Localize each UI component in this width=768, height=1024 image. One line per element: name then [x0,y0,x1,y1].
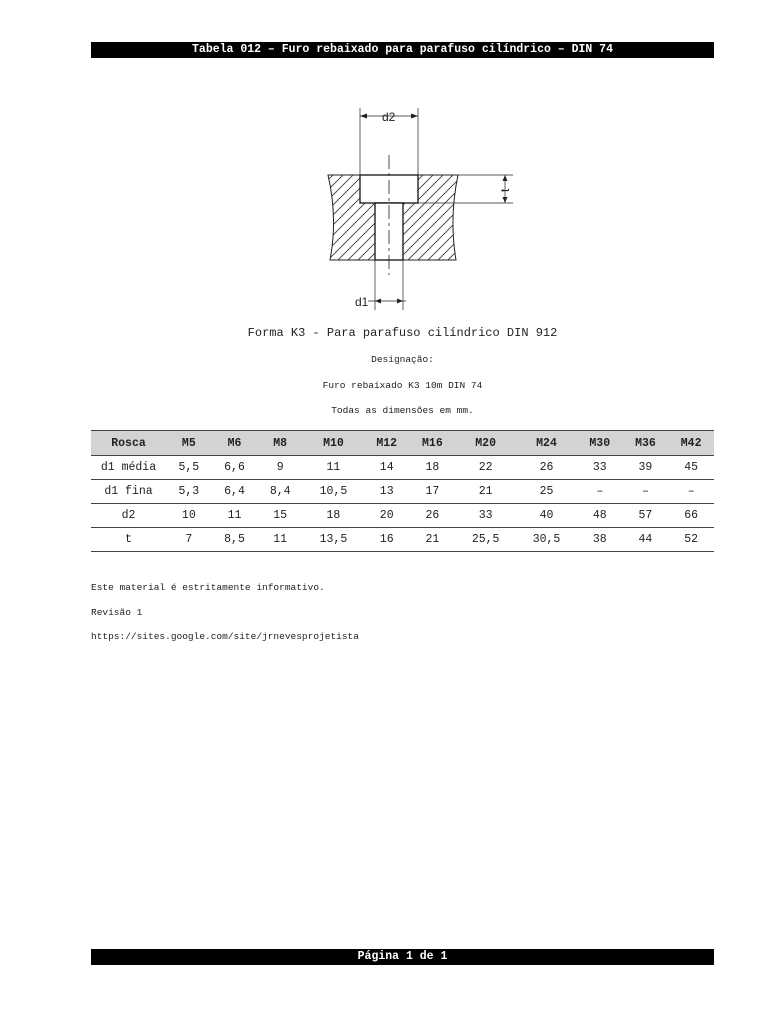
header-cell: M20 [455,431,516,456]
table-cell: 39 [623,456,669,480]
table-cell: 13,5 [303,528,364,552]
disclaimer-note: Este material é estritamente informativo. [91,582,325,593]
table-cell: 7 [166,528,212,552]
table-cell: 20 [364,504,410,528]
table-cell: – [623,480,669,504]
table-cell: 38 [577,528,623,552]
table-cell: 21 [410,528,456,552]
designation-label: Designação: [371,354,434,365]
table-cell: 48 [577,504,623,528]
table-cell: 44 [623,528,669,552]
row-label: d1 fina [91,480,166,504]
dimensions-table [91,430,714,552]
table-cell: 16 [364,528,410,552]
table-cell: 11 [257,528,303,552]
header-cell: M12 [364,431,410,456]
table-cell: 26 [410,504,456,528]
table-cell: 26 [516,456,577,480]
table-cell: 52 [668,528,714,552]
source-url: https://sites.google.com/site/jrnevesprojetista [91,631,359,642]
table-cell: 33 [455,504,516,528]
table-cell: 8,5 [212,528,258,552]
page-title: Tabela 012 – Furo rebaixado para parafuso cilíndrico – DIN 74 [91,42,714,58]
header-cell: M30 [577,431,623,456]
table-cell: 45 [668,456,714,480]
table-cell: 14 [364,456,410,480]
table-cell: 66 [668,504,714,528]
table-cell: – [668,480,714,504]
header-cell: M5 [166,431,212,456]
table-cell: 30,5 [516,528,577,552]
table-cell: 18 [303,504,364,528]
table-cell: 8,4 [257,480,303,504]
table-header-row [91,431,714,456]
header-cell: M8 [257,431,303,456]
row-label: d2 [91,504,166,528]
table-cell: 25 [516,480,577,504]
table-cell: 5,5 [166,456,212,480]
table-row [91,480,714,504]
header-cell: M42 [668,431,714,456]
table-row [91,456,714,480]
header-cell: M16 [410,431,456,456]
table-cell: 10,5 [303,480,364,504]
table-cell: 25,5 [455,528,516,552]
table-cell: 9 [257,456,303,480]
header-cell: Rosca [91,431,166,456]
label-d2: d2 [382,110,396,124]
designation-value: Furo rebaixado K3 10m DIN 74 [322,380,483,391]
table-cell: 13 [364,480,410,504]
header-cell: M36 [623,431,669,456]
counterbore-drawing [318,100,528,315]
label-t: t [498,188,512,192]
table-cell: 21 [455,480,516,504]
revision-note: Revisão 1 [91,607,143,618]
table-cell: 11 [212,504,258,528]
table-row [91,504,714,528]
table-row [91,528,714,552]
table-cell: 5,3 [166,480,212,504]
table-cell: – [577,480,623,504]
form-caption: Forma K3 - Para parafuso cilíndrico DIN 912 [247,326,558,340]
table-cell: 15 [257,504,303,528]
table-cell: 6,4 [212,480,258,504]
table-cell: 33 [577,456,623,480]
table-cell: 22 [455,456,516,480]
table-cell: 57 [623,504,669,528]
header-cell: M6 [212,431,258,456]
label-d1: d1 [355,295,369,309]
table-cell: 17 [410,480,456,504]
table-cell: 40 [516,504,577,528]
table-cell: 18 [410,456,456,480]
row-label: t [91,528,166,552]
row-label: d1 média [91,456,166,480]
table-cell: 6,6 [212,456,258,480]
page-footer: Página 1 de 1 [91,949,714,965]
table-cell: 11 [303,456,364,480]
dimensions-note: Todas as dimensões em mm. [331,405,474,416]
header-cell: M24 [516,431,577,456]
table-cell: 10 [166,504,212,528]
header-cell: M10 [303,431,364,456]
